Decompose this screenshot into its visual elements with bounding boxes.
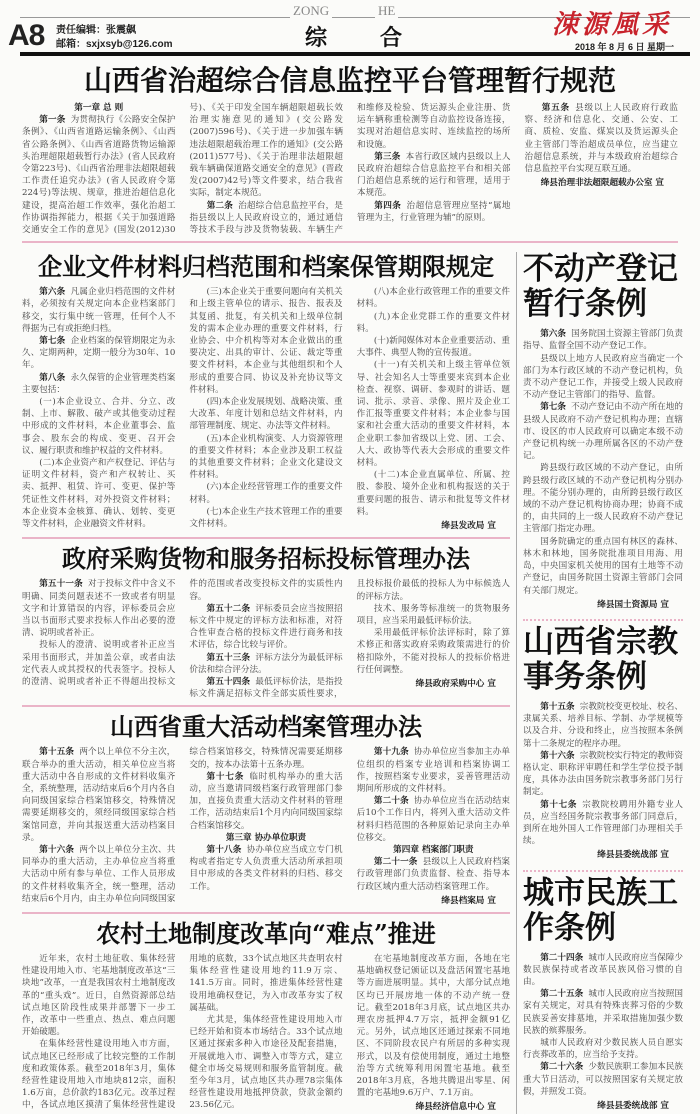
paragraph-text: 城市人民政府应当按照国家有关规定，对具有特殊丧葬习俗的少数民族妥善安排墓地，并采取措施加强少数民族的殡葬服务。 bbox=[523, 989, 683, 1036]
article-clause-number: 第五十三条 bbox=[206, 652, 251, 663]
chapter-heading: 第四章 档案部门职责 bbox=[393, 844, 474, 855]
paragraph bbox=[22, 578, 175, 639]
article-source-credit: 绛县县委统战部 宣 bbox=[597, 1100, 669, 1111]
paragraph-text: 县级以上人民政府档案行政管理部门负责监督、检查、指导本行政区域内重大活动档案管理工作。 bbox=[356, 857, 510, 892]
paragraph-text: 治超综合信息监控平台，是指县级以上人民政府设立的，通过通信等技术手段与涉及货物装载、车辆生产和维修及检验、货运源头企业注册、货运车辆称重检测等自动监控设备连接，实现对治超信息实时、连续监控的场所和设施。 bbox=[189, 103, 511, 236]
article-source-credit: 绛县治理非法超限超载办公室 宣 bbox=[540, 178, 664, 189]
paragraph bbox=[523, 750, 683, 799]
editor-email: 邮箱：sxjxsyb@126.com bbox=[56, 39, 173, 50]
paragraph bbox=[523, 1037, 683, 1061]
article-headline: 山西省重大活动档案管理办法 bbox=[110, 712, 422, 742]
paragraph-text: 县级以上人民政府行政监察、经济和信息化、交通、公安、工商、质检、安监、煤炭以及货运源头企业主管部门等治超成员单位，应当建立治超信息系统，并与本级政府治超综合信息监控平台实现互联互通。 bbox=[524, 103, 678, 175]
article-body bbox=[523, 952, 683, 1113]
article-clause-number: 第二十五条 bbox=[540, 989, 584, 1000]
paragraph-text: (六)本企业经营管理工作的重要文件材料。 bbox=[189, 482, 343, 505]
paragraph-text: (二)本企业资产和产权登记、评估与证明文件材料，资产和产权转让、买卖、抵押、租赁、许可、变更、保护等凭证性文件材料，对外投资文件材料；本企业资本金核算、确认、划转、变更等文件材料，企业融资文件材料。 bbox=[22, 458, 176, 530]
paragraph-text: 永久保管的企业管理类档案主要包括： bbox=[22, 372, 176, 395]
paragraph-text: 对于投标文件中含义不明确、同类问题表述不一致或者有明显文字和计算错误的内容，评标委员会应当以书面形式要求投标人作出必要的澄清、说明或者补正。 bbox=[22, 579, 176, 639]
article-a4 bbox=[22, 712, 510, 907]
paragraph-text: 宗教院校聘用外籍专业人员，应当经国务院宗教事务部门同意后，到所在地外国人工作管理部门办理相关手续。 bbox=[523, 799, 683, 847]
article-clause-number: 第五条 bbox=[541, 103, 570, 113]
paragraph-text: 评标委员会应当按照招标文件中规定的评标方法和标准，对符合性审查合格的投标文件进行商务和技术评估，综合比较与评价。 bbox=[189, 603, 343, 651]
article-source-credit: 绛县档案局 宣 bbox=[441, 895, 496, 906]
article-divider-dotted bbox=[523, 619, 683, 621]
paragraph bbox=[22, 335, 175, 372]
page-number: A8 bbox=[8, 19, 45, 52]
article-divider bbox=[22, 912, 510, 914]
paragraph-text: 协办单位应当成立专门机构或者指定专人负责重大活动所承担项目中形成的各类文件材料的归档、移交工作。 bbox=[189, 844, 343, 892]
article-body bbox=[22, 746, 510, 907]
paragraph-text: 为贯彻执行《公路安全保护条例》、《山西省道路运输条例》、《山西省公路条例》、《山西省道路货物运输源头治理超限超载暂行办法》(省人民政府令第223号)、《山西省治理非法超限超载工作责任追究办法》(省人民政府令第224号)等法规、规章，推进治超信息化建设，提高治超工作效率，强化治超工作协调指挥能力，根据《关于加强道路交通安全工作的意见》(国发(2012)30号)、《关于印发全国车辆超限超载长效治理实施意见的通知》(交公路发(2007)596号)、《关于进一步加强车辆违法超限超载治理工作的通知》(交公路(2011)577号)、《关于治理非法超限超载车辆确保道路交通安全的意见》(晋政发(2007)42号)等文件要求，结合我省实际，制定本规范。 bbox=[22, 103, 343, 236]
paragraph-text: 宗教院校变更校址、校名、隶属关系、培养目标、学制、办学规模等以及合并、分设和终止，应当按照本条例第十二条规定的程序办理。 bbox=[523, 701, 683, 749]
paragraph bbox=[22, 286, 175, 335]
paragraph-text: 少数民族职工参加本民族重大节日活动，可以按照国家有关规定放假，并照发工资。 bbox=[523, 1062, 683, 1097]
paragraph-text: 县级以上地方人民政府应当确定一个部门为本行政区域的不动产登记机构，负责不动产登记工作，并接受上级人民政府不动产登记主管部门的指导、监督。 bbox=[523, 353, 683, 401]
paragraph-text: 凡属企业归档范围的文件材料，必须按有关规定向本企业档案部门移交，实行集中统一管理，任何个人不得据为己有或拒绝归档。 bbox=[22, 287, 176, 334]
newspaper-logo: 涑源風采 bbox=[552, 10, 673, 40]
article-clause-number: 第十七条 bbox=[540, 799, 578, 810]
paragraph-text: 两个以上单位不分主次，联合举办的重大活动，相关单位应当将重大活动中各自形成的文件材料收集齐全，系统整理，活动结束后6个月内各自向同级国家综合档案馆移交，特殊情况需要延期移交的，须经同级国家综合档案馆同意，并向其报送重大活动档案目录。 bbox=[22, 747, 176, 843]
paragraph bbox=[357, 795, 510, 844]
paragraph bbox=[523, 701, 683, 750]
article-clause-number: 第十九条 bbox=[373, 747, 409, 758]
paragraph bbox=[357, 603, 510, 627]
paragraph bbox=[357, 627, 510, 676]
paragraph bbox=[189, 433, 342, 482]
paragraph bbox=[357, 359, 510, 469]
paragraph bbox=[189, 506, 342, 530]
paragraph-text: 国务院国土资源主管部门负责指导、监督全国不动产登记工作。 bbox=[523, 329, 683, 352]
paragraph-text: 协办单位应当参加主办单位组织的档案专业培训和档案协调工作，按照档案专业要求，妥善管理活动期间所形成的文件材料。 bbox=[356, 747, 510, 794]
column-divider bbox=[516, 252, 517, 1113]
article-clause-number: 第三条 bbox=[374, 151, 401, 162]
paragraph bbox=[523, 462, 683, 535]
paragraph-text: 跨县级行政区域的不动产登记，由所跨县级行政区域的不动产登记机构分别办理。不能分别办理的，由所跨县级行政区域的不动产登记机构协商办理；协商不成的，由共同的上一级人民政府不动产登记主管部门指定办理。 bbox=[523, 463, 683, 535]
paragraph-text: 近年来，农村土地征收、集体经营性建设用地入市、宅基地制度改革这“三块地”改革，一直是我国农村土地制度改革的“重头戏”。近日，自然资源部总结试点地区阶段性成果并部署下一步工作，改革中一些重点、热点、难点问题开始破题。 bbox=[22, 953, 176, 1038]
paragraph-text: 采用最低评标价法评标时，除了算术修正和落实政府采购政策需进行的价格扣除外，不能对投标人的投标价格进行任何调整。 bbox=[356, 628, 510, 675]
article-clause-number: 第十五条 bbox=[39, 747, 75, 758]
article-clause-number: 第一条 bbox=[39, 115, 66, 126]
article-r3 bbox=[523, 876, 683, 1113]
paragraph bbox=[22, 953, 175, 1038]
article-clause-number: 第二条 bbox=[206, 200, 233, 211]
paragraph bbox=[523, 988, 683, 1037]
article-body bbox=[523, 701, 683, 862]
article-source-credit: 绛县国土资源局 宣 bbox=[597, 599, 669, 610]
article-clause-number: 第十六条 bbox=[39, 844, 75, 855]
editor-credit: 责任编辑：张震飙 bbox=[56, 25, 136, 36]
paragraph-text: 在宅基地制度改革方面，各地在宅基地确权登记颁证以及盘活闲置宅基地等方面进展明显。其中，大部分试点地区均已开展房地一体的不动产统一登记。截至2018年3月底，试点地区共办理农房抵押4.7万宗，抵押金额91亿元。另外，试点地区还通过探索不同地区、不同阶段农民户有所居的多种实现形式，以及有偿使用制度，通过土地整治等方式统筹利用闲置宅基地。截至2018年3月底，各地共腾退出零星、闲置的宅基地9.6万户、7.1万亩。 bbox=[356, 953, 510, 1099]
paragraph bbox=[357, 335, 510, 359]
chapter-heading: 第三章 协办单位职责 bbox=[225, 832, 307, 843]
masthead-rule bbox=[20, 52, 690, 56]
paragraph-text: 临时机构举办的重大活动，应当邀请同级档案行政管理部门参加，直接负责重大活动文件材料的管理工作，活动结束后1个月内向同级国家综合档案馆移交。 bbox=[189, 771, 343, 831]
article-body bbox=[22, 102, 678, 236]
article-body bbox=[22, 953, 510, 1114]
paragraph bbox=[357, 953, 510, 1099]
article-r1 bbox=[523, 252, 683, 611]
paragraph-text: 不动产登记由不动产所在地的县级人民政府不动产登记机构办理；直辖市、设区的市人民政府可以确定本级不动产登记机构统一办理所属各区的不动产登记。 bbox=[523, 402, 683, 462]
article-headline: 不动产登记暂行条例 bbox=[523, 251, 678, 323]
paragraph-text: (十)新闻媒体对本企业重要活动、重大事件、典型人物的宣传报道。 bbox=[356, 336, 510, 359]
paragraph-text: (一)本企业设立、合并、分立、改制、上市、解散、破产或其他变动过程中形成的文件材料，本企业董事会、监事会、股东会的构成、变更、召开会议、履行职责和维护权益的文件材料。 bbox=[22, 397, 176, 456]
article-clause-number: 第六条 bbox=[39, 287, 66, 298]
paragraph bbox=[357, 311, 510, 335]
article-clause-number: 第五十四条 bbox=[206, 676, 251, 687]
paragraph-text: 投标人的澄清、说明或者补正应当采用书面形式，并加盖公章，或者由法定代表人或其授权的代表签字。投标人的澄清、说明或者补正不得超出投标文件的范围或者改变投标文件的实质性内容。 bbox=[22, 579, 343, 687]
article-clause-number: 第二十条 bbox=[373, 796, 409, 807]
article-headline: 城市民族工作条例 bbox=[523, 874, 678, 946]
paragraph-text: 尤其是，集体经营性建设用地入市已经开始和资本市场结合。33个试点地区通过探索多种入市途径及配套措施，开展就地入市、调整入市等方式，建立健全市场交易规则和服务监管制度。截至今年3月，试点地区共办理78宗集体经营性建设用地抵押贷款，贷款金额约23.56亿元。 bbox=[189, 1014, 343, 1111]
paragraph-text: 治超信息管理应坚持“属地管理为主，行业管理为辅”的原则。 bbox=[357, 200, 511, 223]
article-clause-number: 第八条 bbox=[39, 372, 66, 383]
article-divider bbox=[22, 537, 510, 539]
paragraph bbox=[357, 856, 510, 893]
paragraph bbox=[189, 396, 342, 433]
paragraph-text: 本省行政区域内县级以上人民政府治超综合信息监控平台和相关部门治超信息系统的运行和管理，适用于本规范。 bbox=[357, 151, 511, 199]
paragraph bbox=[357, 286, 510, 310]
paragraph bbox=[523, 952, 683, 989]
section-pinyin-he: HE bbox=[375, 4, 398, 18]
paragraph bbox=[189, 771, 342, 832]
article-clause-number: 第十五条 bbox=[540, 701, 575, 712]
paragraph bbox=[189, 286, 342, 396]
paragraph-text: 在集体经营性建设用地入市方面，试点地区已经形成了比较完整的工作制度和政策体系。截至2018年3月，集体经营性建设用地入市地块812宗，面积1.6万亩，总价款约183亿元。改革过程中，各试点地区摸清了集体经营性建设用地的底数，33个试点地区共查明农村集体经营性建设用地约11.9万宗、141.5万亩。同时，推进集体经营性建设用地确权登记，为入市改革夯实了权属基础。 bbox=[22, 953, 343, 1111]
lead-article-area bbox=[22, 64, 678, 243]
article-body bbox=[22, 578, 510, 700]
paragraph-text: (五)本企业机构演变、人力资源管理的重要文件材料；本企业涉及职工权益的其他重要文件材料；企业文化建设文件材料。 bbox=[189, 433, 343, 481]
paragraph bbox=[525, 102, 679, 175]
paragraph bbox=[189, 603, 342, 652]
paragraph-text: (十一)有关机关和上级主管单位领导、社会知名人士等重要来宾到本企业检查、视察、调研、参观时的讲话、题词、批示、录音、录像、照片及企业工作汇报等重要文件材料；本企业参与国家和社会重大活动的重要文件材料，本企业职工参加省级以上党、团、工会、人大、政协等代表大会形成的重要文件材料。 bbox=[356, 360, 510, 469]
lower-area bbox=[22, 248, 690, 1113]
article-a3 bbox=[22, 544, 510, 700]
article-headline: 山西省宗教事务条例 bbox=[523, 623, 678, 695]
article-clause-number: 第五十二条 bbox=[206, 603, 251, 614]
paragraph-text: 企业档案的保管期限定为永久、定期两种，定期一般分为30年、10年。 bbox=[22, 336, 176, 371]
paragraph bbox=[189, 481, 342, 505]
article-body bbox=[523, 328, 683, 611]
paragraph bbox=[523, 1061, 683, 1098]
paragraph bbox=[523, 401, 683, 462]
article-clause-number: 第二十四条 bbox=[540, 952, 584, 963]
paragraph-text: (四)本企业发展规划、战略决策、重大改革、年度计划和总结文件材料，内部管理制度、规定、办法等文件材料。 bbox=[189, 397, 343, 432]
article-divider bbox=[22, 241, 678, 243]
paragraph-text: 两个以上单位分主次、共同举办的重大活动，主办单位应当将重大活动中所有参与单位、工作人员形成的文件材料收集齐全，统一整理，活动结束后6个月内，由主办单位向同级国家综合档案馆移交，特殊情况需要延期移交的，按本办法第十五条办理。 bbox=[22, 747, 343, 904]
article-clause-number: 第十七条 bbox=[206, 771, 245, 782]
section-title-1: 综 bbox=[305, 25, 328, 51]
paragraph bbox=[523, 536, 683, 597]
paragraph-text: (八)本企业行政管理工作的重要文件材料。 bbox=[356, 287, 510, 310]
paragraph-text: 国务院确定的重点国有林区的森林、林木和林地，国务院批准项目用海、用岛，中央国家机关使用的国有土地等不动产登记，由国务院国土资源主管部门会同有关部门规定。 bbox=[523, 536, 683, 596]
article-source-credit: 绛县经济信息中心 宣 bbox=[415, 1102, 496, 1113]
right-articles bbox=[523, 248, 683, 1113]
paragraph bbox=[357, 151, 511, 200]
paragraph-text: 最低评标价法，是指投标文件满足招标文件全部实质性要求，且投标报价最低的投标人为中标候选人的评标方法。 bbox=[189, 579, 510, 700]
paragraph bbox=[523, 799, 683, 848]
paragraph bbox=[523, 328, 683, 352]
paragraph bbox=[357, 200, 511, 224]
paragraph bbox=[22, 457, 175, 530]
paragraph-text: 城市人民政府对少数民族人员自愿实行丧葬改革的，应当给予支持。 bbox=[523, 1037, 683, 1061]
article-clause-number: 第四条 bbox=[374, 200, 402, 211]
section-title-2: 合 bbox=[380, 25, 403, 51]
article-body bbox=[22, 286, 510, 532]
paragraph bbox=[189, 1014, 342, 1112]
article-headline: 山西省治超综合信息监控平台管理暂行规范 bbox=[83, 64, 616, 97]
article-a2 bbox=[22, 252, 510, 532]
paragraph bbox=[357, 746, 510, 795]
article-clause-number: 第十八条 bbox=[206, 844, 242, 855]
article-a5 bbox=[22, 919, 510, 1114]
paragraph-text: 评标方法分为最低评标价法和综合评分法。 bbox=[189, 652, 343, 675]
article-clause-number: 第十六条 bbox=[540, 750, 575, 761]
article-clause-number: 第七条 bbox=[540, 402, 566, 413]
paragraph-text: 协办单位应当在活动结束后10个工作日内，将列入重大活动文件材料归档范围的各种原始记录向主办单位移交。 bbox=[356, 796, 510, 843]
article-a1 bbox=[22, 64, 678, 236]
paragraph-text: (九)本企业党群工作的重要文件材料。 bbox=[356, 311, 510, 334]
article-source-credit: 绛县政府采购中心 宣 bbox=[415, 678, 496, 689]
paragraph bbox=[357, 469, 510, 518]
article-clause-number: 第七条 bbox=[39, 336, 66, 347]
paragraph bbox=[189, 844, 342, 893]
article-clause-number: 第二十六条 bbox=[540, 1062, 584, 1073]
article-clause-number: 第五十一条 bbox=[39, 579, 83, 590]
paragraph bbox=[189, 652, 342, 676]
article-source-credit: 绛县发改局 宣 bbox=[441, 521, 496, 532]
paragraph-text: 城市人民政府应当保障少数民族保持或者改革民族风俗习惯的自由。 bbox=[523, 952, 683, 987]
article-divider bbox=[22, 705, 510, 707]
paragraph bbox=[22, 746, 175, 844]
masthead bbox=[0, 0, 700, 60]
paragraph-text: (十二)本企业直属单位、所属、控股、参股、境外企业和机构报送的关于重要问题的报告、请示和批复等文件材料。 bbox=[356, 470, 510, 517]
chapter-heading: 第一章 总 则 bbox=[74, 103, 124, 113]
paragraph-text: (三)本企业关于重要问题向有关机关和上级主管单位的请示、报告、报表及其复函、批复，有关机关和上级单位制发的需本企业办理的重要文件材料，行业协会、中介机构等对本企业做出的重要决定、出具的审计、公证、裁定等重要文件材料，本企业与其他组织和个人形成的重要合同、协议及补充协议等文件材料。 bbox=[189, 287, 343, 395]
article-r2 bbox=[523, 625, 683, 862]
article-source-credit: 绛县县委统战部 宣 bbox=[597, 850, 669, 861]
left-articles bbox=[22, 248, 510, 1113]
article-clause-number: 第二十一条 bbox=[373, 857, 418, 868]
section-pinyin-zong: ZONG bbox=[290, 4, 332, 18]
issue-date: 2018 年 8 月 6 日 星期一 bbox=[575, 42, 675, 52]
paragraph bbox=[523, 353, 683, 402]
paragraph-text: (七)本企业生产技术管理工作的重要文件材料。 bbox=[189, 506, 343, 530]
article-divider-dotted bbox=[523, 870, 683, 872]
article-headline: 政府采购货物和服务招标投标管理办法 bbox=[62, 544, 470, 574]
article-clause-number: 第六条 bbox=[540, 329, 566, 340]
paragraph-text: 技术、服务等标准统一的货物服务项目，应当采用最低评标价法。 bbox=[356, 603, 510, 626]
article-headline: 农村土地制度改革向“难点”推进 bbox=[96, 918, 436, 948]
paragraph-text: 宗教院校实行特定的教师资格认定、职称评审聘任和学生学位授予制度，具体办法由国务院宗教事务部门另行制定。 bbox=[523, 750, 683, 798]
paragraph bbox=[22, 396, 175, 457]
paragraph bbox=[22, 372, 175, 396]
article-headline: 企业文件材料归档范围和档案保管期限规定 bbox=[38, 252, 494, 282]
